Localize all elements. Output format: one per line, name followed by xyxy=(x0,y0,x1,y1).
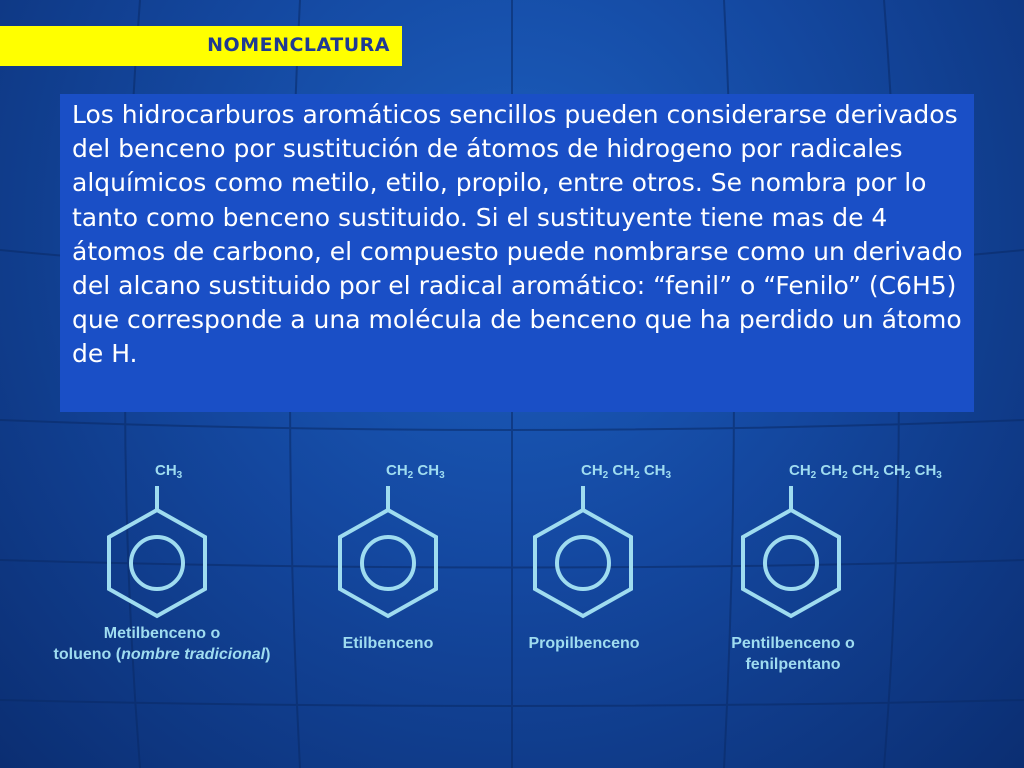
description-text: Los hidrocarburos aromáticos sencillos pueden considerarse derivados del benceno por sustitución de átomos de hidrogeno por radicales alquímicos como metilo, etilo, propilo, entre otros. Se nombra por lo tanto como benceno sustituido. Si el sustituyente tiene mas de 4 átomos de carbono, el compuesto puede nombrarse como un derivado del alcano sustituido por el radical aromático: “fenil” o “Fenilo” (C6H5) que corresponde a una molécula de benceno que ha perdido un átomo de H. xyxy=(72,100,963,369)
substituent-formula-3: $CH_2$ $CH_2$ $CH_3$ xyxy=(581,462,672,481)
benzene-diagram xyxy=(0,440,1024,740)
compound-name-3: Propilbenceno xyxy=(528,635,640,652)
benzene-ring-3 xyxy=(535,486,631,616)
substituent-formula-2: $CH_2$ $CH_3$ xyxy=(386,462,445,481)
compound-name-4: Pentilbenceno o fenilpentano xyxy=(731,635,855,673)
page-title: NOMENCLATURA xyxy=(207,34,390,56)
substituent-formula-1: $CH_3$ xyxy=(155,462,183,481)
title-bar xyxy=(0,26,402,66)
substituent-formula-4: $CH_2$ $CH_2$ $CH_2$ $CH_2$ $CH_3$ xyxy=(789,462,942,481)
benzene-structures xyxy=(0,440,1024,740)
benzene-ring-1 xyxy=(109,486,205,616)
benzene-ring-2 xyxy=(340,486,436,616)
compound-name-2: Etilbenceno xyxy=(342,635,434,652)
compound-name-1: Metilbenceno o tolueno (nombre tradicional) xyxy=(53,625,271,663)
benzene-ring-4 xyxy=(743,486,839,616)
description-box xyxy=(60,94,974,412)
